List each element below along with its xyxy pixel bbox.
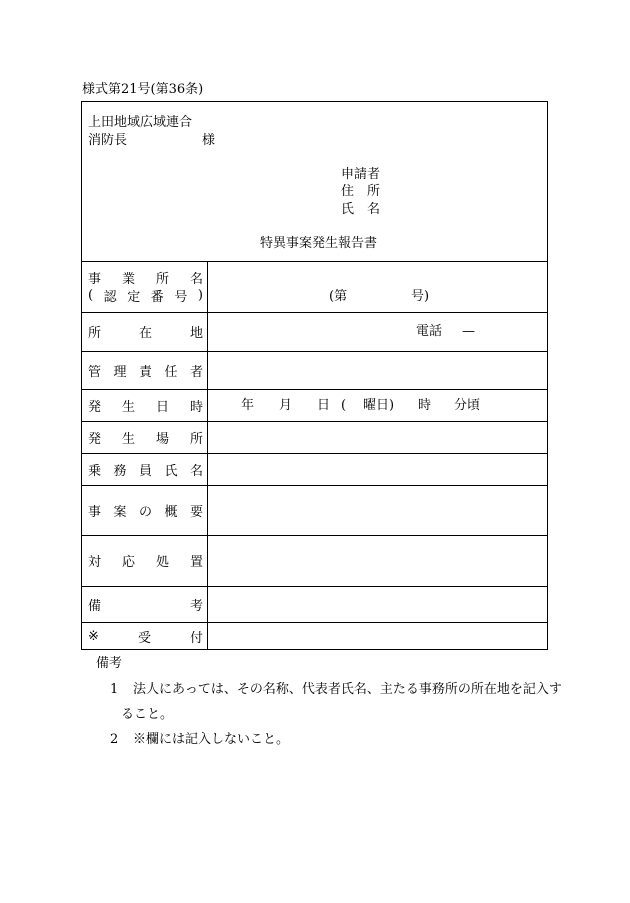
occurrence-place-label: 発 生 場 所 [88,431,203,447]
applicant-label: 申請者 [341,167,381,182]
addressee-org: 上田地域広域連合 [88,115,193,130]
business-name-label: 事 業 所 名 [88,271,203,287]
datetime-hour: 時 [418,398,432,413]
addressee-title: 消防長 [88,133,128,148]
applicant-address-label: 住 所 [341,184,381,199]
certification-number-suffix: 号) [411,289,430,304]
report-title: 特異事案発生報告書 [260,236,378,251]
datetime-weekday: 曜日) [363,398,395,413]
remarks-label: 備 考 [88,598,203,614]
phone-dash: — [462,324,475,339]
incident-summary-label: 事 案 の 概 要 [88,504,203,520]
notes-heading: 備考 [96,656,123,671]
phone-label: 電話 [416,324,443,339]
note-1-number: 1 [110,682,119,697]
note-2-number: 2 [110,732,119,747]
report-form [81,101,548,650]
note-1-continuation: ること。 [121,707,174,722]
addressee-honorific: 様 [202,133,216,148]
note-2-text: ※欄には記入しないこと。 [133,732,290,747]
datetime-year: 年 [241,398,255,413]
manager-label: 管 理 責 任 者 [88,364,203,380]
crew-name-label: 乗 務 員 氏 名 [88,463,203,479]
applicant-name-label: 氏 名 [341,202,381,217]
certification-number-label: ( 認 定 番 号 ) [88,287,203,305]
receipt-label: ※ 受 付 [88,629,203,646]
datetime-day: 日 [317,398,331,413]
response-label: 対 応 処 置 [88,555,203,570]
datetime-paren: ( [341,398,347,413]
certification-number-prefix: (第 [329,289,348,304]
form-number: 様式第21号(第36条) [82,82,204,97]
occurrence-datetime-label: 発 生 日 時 [88,399,203,415]
note-1-text: 法人にあっては、その名称、代表者氏名、主たる事務所の所在地を記入す [133,682,562,697]
datetime-minute: 分頃 [454,398,481,413]
location-label: 所 在 地 [88,326,203,341]
datetime-month: 月 [279,398,293,413]
